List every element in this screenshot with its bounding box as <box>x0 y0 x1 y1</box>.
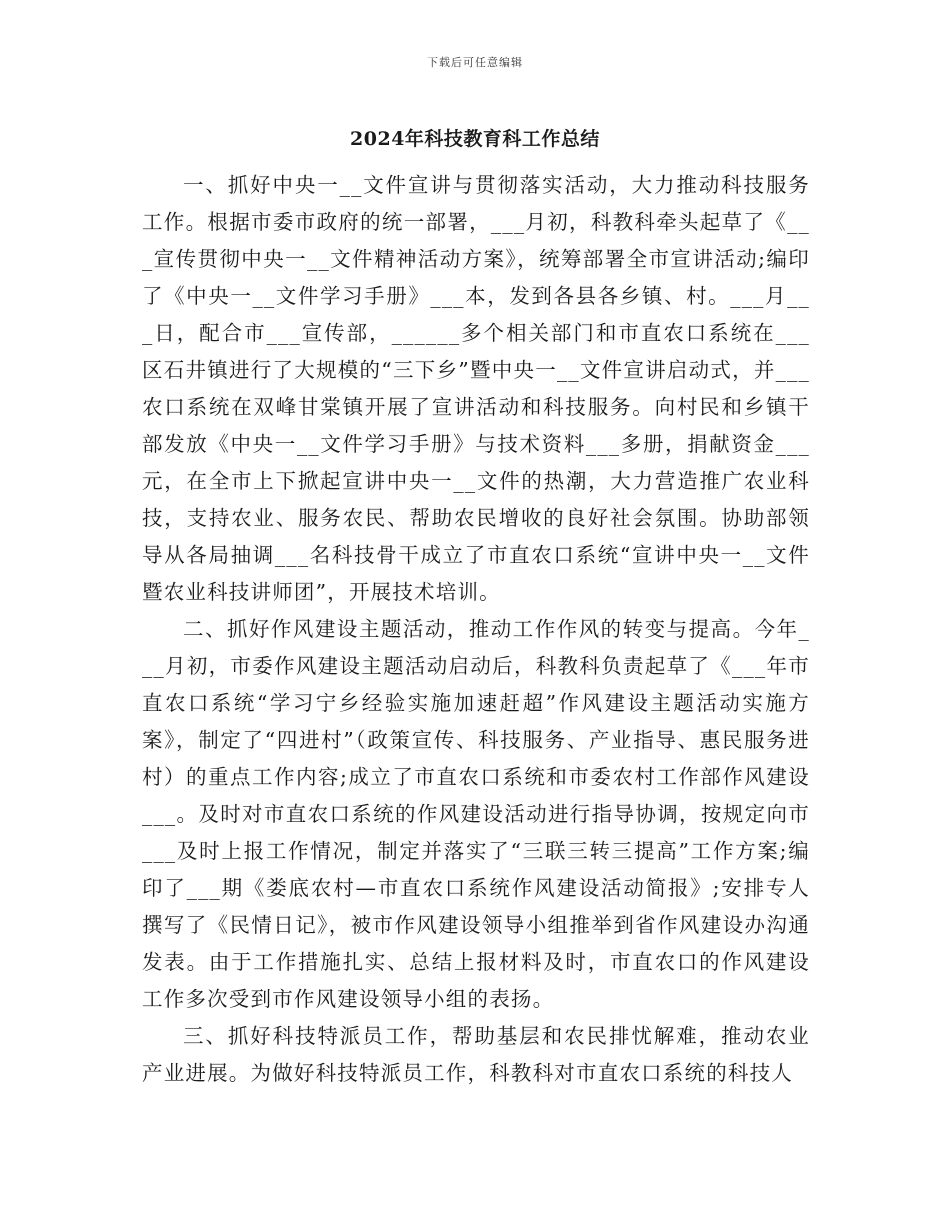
document-title: 2024年科技教育科工作总结 <box>350 128 600 150</box>
document-body <box>142 167 810 1092</box>
paragraph-2: 二、抓好作风建设主题活动，推动工作作风的转变与提高。今年___月初，市委作风建设主题活动启动后，科教科负责起草了《___年市直农口系统“学习宁乡经验实施加速赶超”作风建设主题活动实施方案》，制定了“四进村”（政策宣传、科技服务、产业指导、惠民服务进村）的重点工作内容;成立了市直农口系统和市委农村工作部作风建设___。及时对市直农口系统的作风建设活动进行指导协调，按规定向市___及时上报工作情况，制定并落实了“三联三转三提高”工作方案;编印了___期《娄底农村—市直农口系统作风建设活动简报》;安排专人撰写了《民情日记》，被市作风建设领导小组推举到省作风建设办沟通发表。由于工作措施扎实、总结上报材料及时，市直农口的作风建设工作多次受到市作风建设领导小组的表扬。 <box>142 617 810 1011</box>
paragraph-1: 一、抓好中央一__文件宣讲与贯彻落实活动，大力推动科技服务工作。根据市委市政府的统一部署，___月初，科教科牵头起草了《___宣传贯彻中央一__文件精神活动方案》，统筹部署全市宣讲活动;编印了《中央一__文件学习手册》___本，发到各县各乡镇、村。___月___日，配合市___宣传部，______多个相关部门和市直农口系统在___区石井镇进行了大规模的“三下乡”暨中央一__文件宣讲启动式，并___农口系统在双峰甘棠镇开展了宣讲活动和科技服务。向村民和乡镇干部发放《中央一__文件学习手册》与技术资料___多册，捐献资金___元，在全市上下掀起宣讲中央一__文件的热潮，大力营造推广农业科技，支持农业、服务农民、帮助农民增收的良好社会氛围。协助部领导从各局抽调___名科技骨干成立了市直农口系统“宣讲中央一__文件暨农业科技讲师团”，开展技术培训。 <box>142 173 810 604</box>
paragraph-3: 三、抓好科技特派员工作，帮助基层和农民排忧解难，推动农业产业进展。为做好科技特派员工作，科教科对市直农口系统的科技人 <box>142 1024 810 1085</box>
header-note: 下载后可任意编辑 <box>427 56 523 69</box>
